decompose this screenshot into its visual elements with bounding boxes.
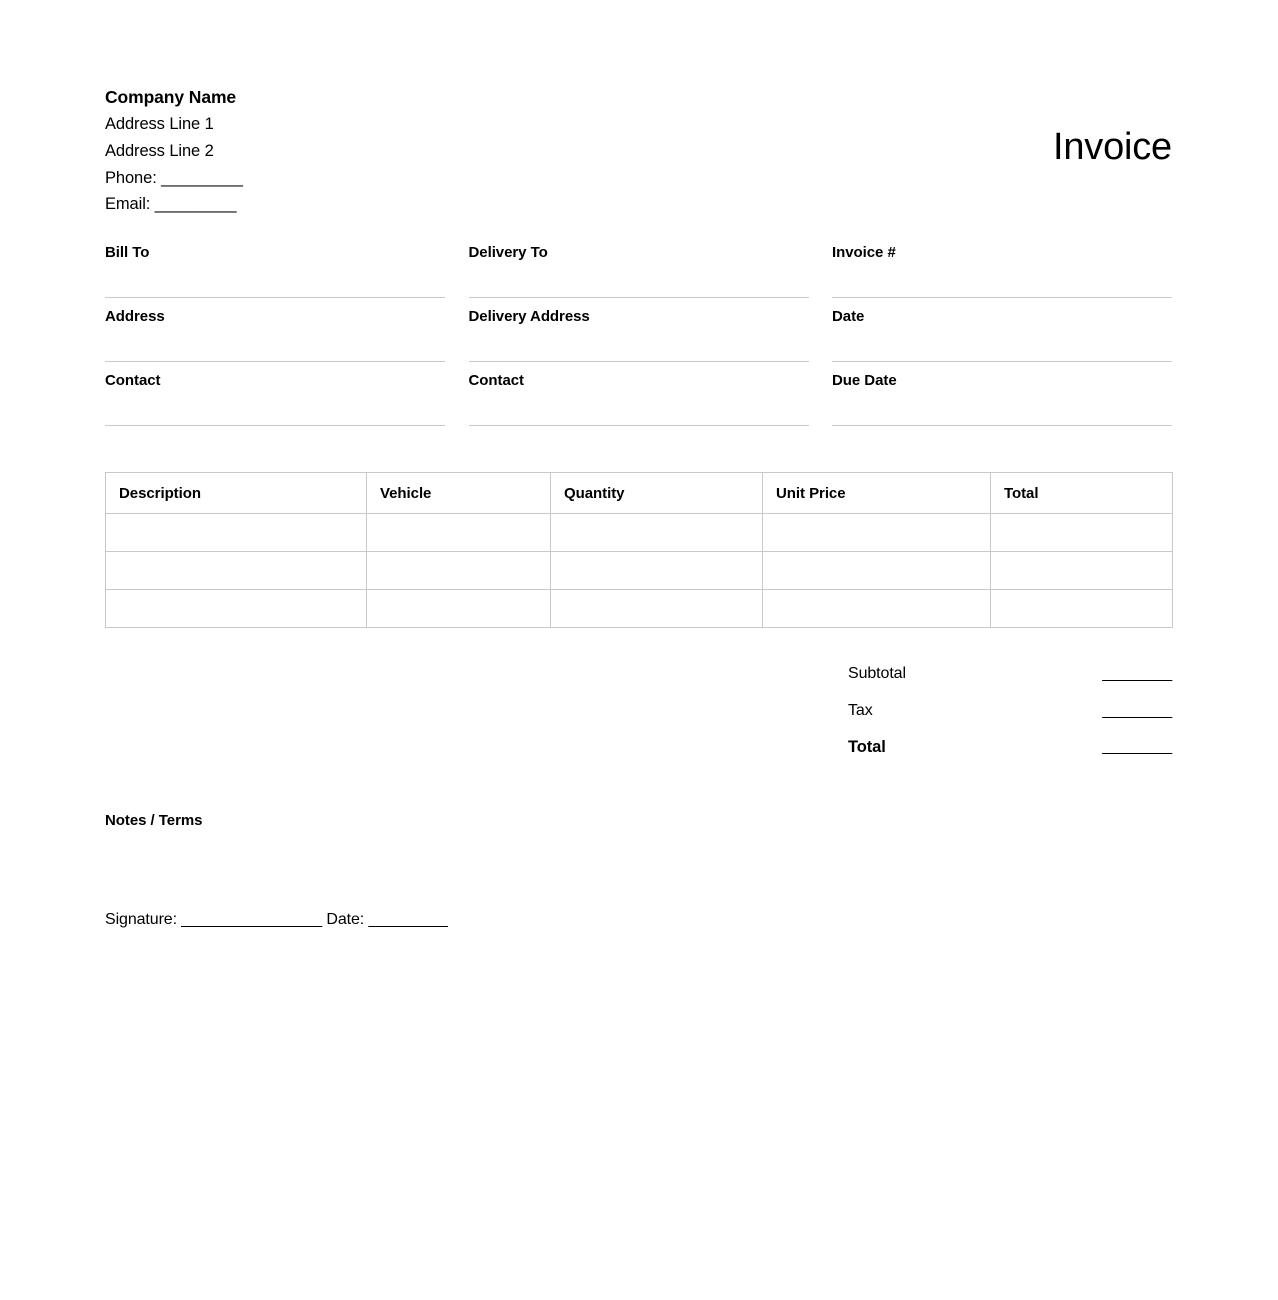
field-underline-due-date [832,425,1172,426]
field-gap [445,368,469,432]
field-due-date[interactable] [832,368,1172,432]
company-email-field[interactable]: Email: _________ [105,195,237,214]
notes-terms-heading: Notes / Terms [105,812,203,829]
cell-total[interactable] [991,514,1173,552]
field-gap [809,240,833,304]
signature-date-line[interactable]: Signature: ________________ Date: _________ [105,911,448,928]
company-name: Company Name [105,87,237,107]
invoice-document [105,0,1172,1300]
field-row-2 [105,304,1172,368]
totals-row-total [833,733,1172,770]
totals-label-total: Total [848,738,886,756]
party-details-grid [105,240,1172,432]
table-header-row [106,473,1173,514]
field-underline-bill-to [105,297,445,298]
cell-unit-price[interactable] [763,514,991,552]
field-underline-date [832,361,1172,362]
field-gap [809,368,833,432]
cell-total[interactable] [991,552,1173,590]
cell-description[interactable] [106,514,367,552]
field-label-delivery-to: Delivery To [468,244,548,261]
column-header-unit-price: Unit Price [763,473,991,514]
field-delivery-address[interactable] [469,304,809,368]
company-phone-field[interactable]: Phone: _________ [105,168,243,187]
totals-value-subtotal[interactable]: ________ [1102,665,1172,682]
field-date[interactable] [832,304,1172,368]
column-header-description: Description [106,473,367,514]
cell-unit-price[interactable] [763,552,991,590]
totals-value-total[interactable]: ________ [1102,738,1172,755]
cell-vehicle[interactable] [367,552,551,590]
totals-label-tax: Tax [848,701,873,719]
field-delivery-contact[interactable] [469,368,809,432]
column-header-quantity: Quantity [551,473,763,514]
cell-unit-price[interactable] [763,590,991,628]
cell-description[interactable] [106,590,367,628]
field-underline-invoice-number [832,297,1172,298]
totals-label-subtotal: Subtotal [848,665,906,682]
page-title: Invoice [1052,126,1172,168]
cell-quantity[interactable] [551,590,763,628]
field-label-due-date: Due Date [832,372,897,389]
company-info-block [105,84,705,218]
field-delivery-to[interactable] [469,240,809,304]
field-label-invoice-number: Invoice # [832,244,896,261]
company-address-line-2: Address Line 2 [105,141,214,160]
totals-block [833,660,1172,770]
field-label-contact: Contact [105,372,161,389]
field-gap [445,240,469,304]
cell-total[interactable] [991,590,1173,628]
document-header [105,84,1172,214]
field-row-1 [105,240,1172,304]
field-underline-delivery-address [469,361,809,362]
field-label-delivery-contact: Contact [468,372,524,389]
field-billing-contact[interactable] [105,368,445,432]
field-row-3 [105,368,1172,432]
cell-quantity[interactable] [551,514,763,552]
cell-quantity[interactable] [551,552,763,590]
field-invoice-number[interactable] [832,240,1172,304]
field-underline-delivery-contact [469,425,809,426]
table-row [106,514,1173,552]
field-gap [445,304,469,368]
field-bill-to[interactable] [105,240,445,304]
notes-terms-input[interactable] [105,838,1172,898]
field-label-date: Date [832,308,865,325]
field-underline-delivery-to [469,297,809,298]
table-row [106,552,1173,590]
field-label-delivery-address: Delivery Address [468,308,590,325]
field-label-address: Address [105,308,165,325]
cell-vehicle[interactable] [367,514,551,552]
field-underline-contact [105,425,445,426]
field-gap [809,304,833,368]
column-header-total: Total [991,473,1173,514]
field-billing-address[interactable] [105,304,445,368]
totals-row-subtotal [833,660,1172,697]
table-row [106,590,1173,628]
company-address-line-1: Address Line 1 [105,115,214,133]
line-items-table [105,472,1173,628]
totals-row-tax [833,697,1172,734]
totals-value-tax[interactable]: ________ [1102,701,1172,719]
column-header-vehicle: Vehicle [367,473,551,514]
field-underline-address [105,361,445,362]
cell-description[interactable] [106,552,367,590]
cell-vehicle[interactable] [367,590,551,628]
field-label-bill-to: Bill To [105,244,150,261]
